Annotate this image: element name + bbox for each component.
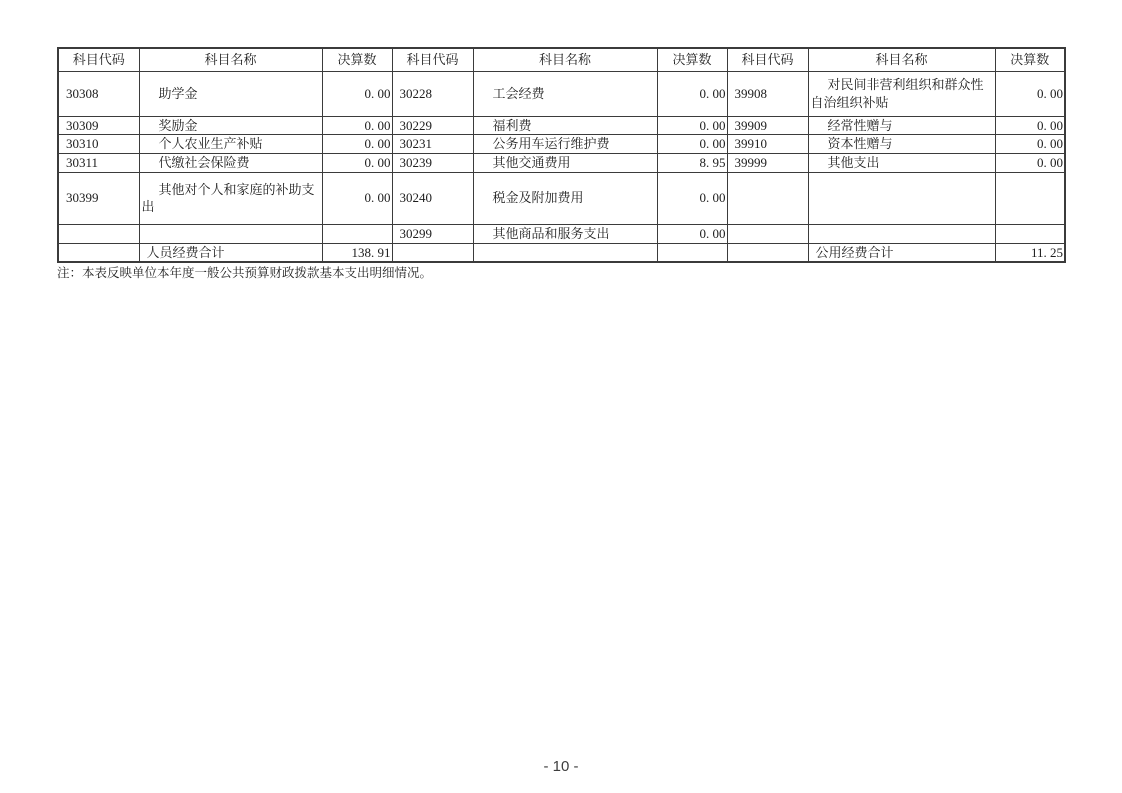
personnel-total-amount-cell: 138. 91	[322, 243, 392, 262]
table-footnote: 注：本表反映单位本年度一般公共预算财政拨款基本支出明细情况。	[57, 266, 433, 280]
subject-code-cell: 39909	[727, 116, 808, 135]
amount-cell: 0. 00	[657, 172, 727, 224]
subject-name-cell: 代缴社会保险费	[139, 154, 322, 173]
table-row	[58, 172, 1065, 224]
subject-code-cell: 30239	[392, 154, 473, 173]
subject-code-cell: 30229	[392, 116, 473, 135]
public-funds-total-amount-cell: 11. 25	[995, 243, 1065, 262]
subject-code-cell: 39908	[727, 71, 808, 116]
column-header-subject-name: 科目名称	[808, 48, 995, 71]
subject-code-cell: 30399	[58, 172, 139, 224]
subject-name-cell: 资本性赠与	[808, 135, 995, 154]
amount-cell: 0. 00	[322, 116, 392, 135]
amount-cell	[995, 224, 1065, 243]
amount-cell: 0. 00	[322, 71, 392, 116]
basic-expenditure-detail-table	[57, 47, 1066, 263]
subject-name-cell: 助学金	[139, 71, 322, 116]
subject-name-cell: 福利费	[473, 116, 657, 135]
amount-cell: 0. 00	[657, 135, 727, 154]
subject-code-cell: 30240	[392, 172, 473, 224]
subject-code-cell: 30299	[392, 224, 473, 243]
table-header-row	[58, 48, 1065, 71]
subject-name-cell: 工会经费	[473, 71, 657, 116]
table-total-row	[58, 243, 1065, 262]
subject-name-cell: 公务用车运行维护费	[473, 135, 657, 154]
amount-cell: 0. 00	[995, 71, 1065, 116]
column-header-subject-code: 科目代码	[58, 48, 139, 71]
subject-code-cell: 30231	[392, 135, 473, 154]
amount-cell	[322, 224, 392, 243]
page-number: - 10 -	[543, 758, 579, 775]
subject-name-cell: 其他对个人和家庭的补助支出	[139, 172, 322, 224]
table-row	[58, 71, 1065, 116]
subject-code-cell	[392, 243, 473, 262]
subject-name-cell: 经常性赠与	[808, 116, 995, 135]
subject-name-cell: 奖励金	[139, 116, 322, 135]
subject-name-cell	[808, 224, 995, 243]
subject-name-cell: 其他交通费用	[473, 154, 657, 173]
table-row	[58, 154, 1065, 173]
amount-cell: 0. 00	[322, 135, 392, 154]
column-header-final-amount: 决算数	[322, 48, 392, 71]
amount-cell	[657, 243, 727, 262]
column-header-final-amount: 决算数	[657, 48, 727, 71]
subject-name-cell	[139, 224, 322, 243]
amount-cell: 0. 00	[322, 172, 392, 224]
column-header-final-amount: 决算数	[995, 48, 1065, 71]
subject-code-cell: 30311	[58, 154, 139, 173]
column-header-subject-name: 科目名称	[139, 48, 322, 71]
subject-name-cell	[808, 172, 995, 224]
subject-name-cell: 对民间非营利组织和群众性自治组织补贴	[808, 71, 995, 116]
table-row	[58, 116, 1065, 135]
subject-code-cell: 30310	[58, 135, 139, 154]
subject-name-cell: 税金及附加费用	[473, 172, 657, 224]
amount-cell: 0. 00	[657, 224, 727, 243]
amount-cell: 0. 00	[657, 71, 727, 116]
subject-code-cell	[58, 243, 139, 262]
column-header-subject-code: 科目代码	[727, 48, 808, 71]
subject-code-cell: 39910	[727, 135, 808, 154]
amount-cell: 0. 00	[657, 116, 727, 135]
subject-name-cell: 其他商品和服务支出	[473, 224, 657, 243]
table-row	[58, 135, 1065, 154]
personnel-total-label-cell: 人员经费合计	[139, 243, 322, 262]
amount-cell: 0. 00	[995, 116, 1065, 135]
subject-code-cell	[58, 224, 139, 243]
subject-code-cell: 30228	[392, 71, 473, 116]
amount-cell	[995, 172, 1065, 224]
subject-code-cell: 39999	[727, 154, 808, 173]
amount-cell: 0. 00	[995, 154, 1065, 173]
column-header-subject-code: 科目代码	[392, 48, 473, 71]
subject-name-cell: 其他支出	[808, 154, 995, 173]
subject-name-cell	[473, 243, 657, 262]
column-header-subject-name: 科目名称	[473, 48, 657, 71]
public-funds-total-label-cell: 公用经费合计	[808, 243, 995, 262]
amount-cell: 0. 00	[322, 154, 392, 173]
table-row	[58, 224, 1065, 243]
subject-code-cell: 30308	[58, 71, 139, 116]
subject-code-cell: 30309	[58, 116, 139, 135]
amount-cell: 0. 00	[995, 135, 1065, 154]
subject-code-cell	[727, 243, 808, 262]
subject-code-cell	[727, 172, 808, 224]
amount-cell: 8. 95	[657, 154, 727, 173]
subject-name-cell: 个人农业生产补贴	[139, 135, 322, 154]
subject-code-cell	[727, 224, 808, 243]
